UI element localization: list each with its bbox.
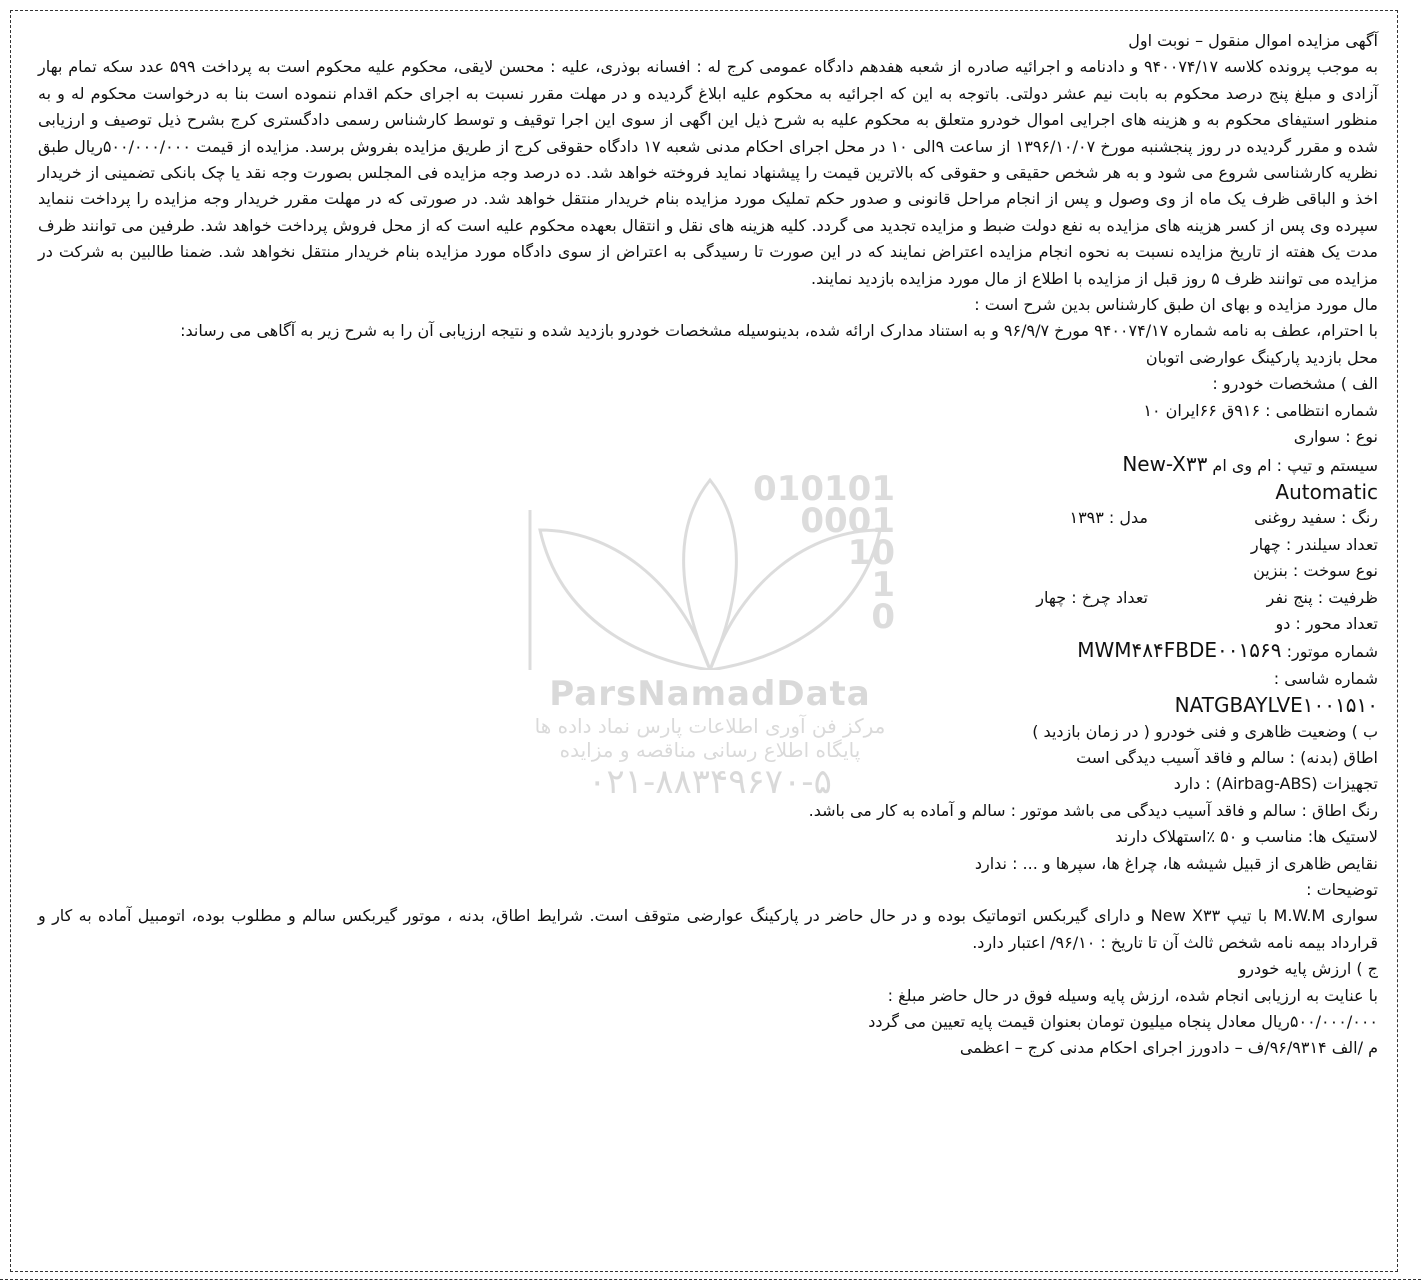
model: مدل : ۱۳۹۳	[1069, 508, 1148, 528]
equip-label: تجهیزات (	[1311, 774, 1378, 794]
notes-text: سواری M.W.M با تیپ New X۳۳ و دارای گیربکس اتوماتیک بوده و در حال حاضر در پارکینگ عوارضی متوقف است. شرایط اطاق، بدنه ، موتور گیربکس سالم و مطلوب بوده، اتومبیل آماده به کار و قرارداد بیمه نامه شخص ثالث آن تا تاریخ : ۹۶/۱۰/ اعتبار دارد.	[38, 906, 1379, 952]
vehicle-type: نوع : سواری	[1293, 427, 1378, 447]
capacity: ظرفیت : پنج نفر	[1266, 587, 1378, 607]
system-type	[38, 451, 1378, 479]
value-intro: با عنایت به ارزیابی انجام شده، ارزش پایه وسیله فوق در حال حاضر مبلغ :	[887, 985, 1378, 1005]
section-b-heading: ب ) وضعیت ظاهری و فنی خودرو ( در زمان بازدید )	[1032, 721, 1378, 741]
notice-intro: به موجب پرونده کلاسه ۹۴۰۰۷۴/۱۷ و دادنامه و اجرائیه صادره از شعبه هفدهم دادگاه عمومی کرج له : افسانه بوذری، علیه : محسن لایقی، محکوم علیه محکوم است به پرداخت ۵۹۹ عدد سکه تمام بهار آزادی و مبلغ پنج درصد محکوم به بابت نیم عشر دولتی. باتوجه به این که اجرائیه به محکوم علیه ابلاغ گردیده و در مهلت مقرر نسبت به اجرای حکم اقدام ننموده است بنا به درخواست محکوم له و به منظور استیفای محکوم به و هزینه های اجرایی اموال خودرو متعلق به محکوم علیه به شرح ذیل این اگهی از سوی این اجرا توقیف و توسط کارشناس رسمی دادگستری کرج بشرح ذیل توصیف و ارزیابی شده و مقرر گردیده در روز پنجشنبه مورخ ۱۳۹۶/۱۰/۰۷ از ساعت ۹الی ۱۰ در محل اجرای احکام مدنی شعبه ۱۷ دادگاه حقوقی کرج از طریق مزایده بفروش برسد. مزایده از قیمت ۵۰۰/۰۰۰/۰۰۰ریال طبق نظریه کارشناسی شروع می شود و به هر شخص حقیقی و حقوقی که بالاترین قیمت را پیشنهاد نماید فروخته خواهد شد. ده درصد وجه مزایده فی المجلس بصورت وجه نقد یا چک بانکی تضمینی از خریدار اخذ و الباقی ظرف یک ماه از وی وصول و پس از انجام مراحل قانونی و صدور حکم تملیک مورد مزایده بنام خریدار منتقل خواهد شد. در صورتی که در مهلت مقرر خریدار وجه مزایده را پرداخت ننماید سپرده وی پس از کسر هزینه های مزایده به نفع دولت ضبط و مزایده تجدید می گردد. کلیه هزینه های نقل و انتقال بعهده محکوم علیه است که از محل فروش پرداخت خواهد شد. طرفین می توانند ظرف مدت یک هفته از تاریخ مزایده نسبت به نحوه انجام مزایده اعتراض نمایند که در این صورت تا رسیدگی به اعتراض از سوی دادگاه مورد مزایده بنام خریدار منتقل نخواهد شد. ضمنا طالبین به شرکت در مزایده می توانند ظرف ۵ روز قبل از مزایده با اطلاع از مال مورد مزایده بازدید نمایند.	[38, 57, 1379, 288]
greeting: با احترام، عطف به نامه شماره ۹۴۰۰۷۴/۱۷ مورخ ۹۶/۹/۷ و به استناد مدارک ارائه شده، بدینوسیله مشخصات خودرو بازدید شده و نتیجه ارزیابی آن را به شرح زیر به آگاهی می رساند:	[180, 321, 1378, 341]
body-condition: اطاق (بدنه) : سالم و فاقد آسیب دیدگی است	[1076, 747, 1378, 767]
system-label: سیستم و تیپ : ام وی ام	[1207, 455, 1378, 475]
plate-number: شماره انتظامی : ۹۱۶ق ۶۶ایران ۱۰	[1143, 400, 1378, 420]
section-a-heading: الف ) مشخصات خودرو :	[1212, 374, 1378, 394]
capacity-wheels-row	[38, 585, 1378, 611]
engine-number	[38, 637, 1378, 665]
defects: نقایص ظاهری از قبیل شیشه ها، چراغ ها، سپرها و ... : ندارد	[974, 853, 1378, 873]
equip-value: Airbag-ABS	[1222, 774, 1312, 794]
wm-line-1: مرکز فن آوری اطلاعات پارس نماد داده ها	[534, 714, 886, 738]
signature: م /الف ۹۶/۹۳۱۴/ف – دادورز اجرای احکام مدنی کرج – اعظمی	[959, 1038, 1378, 1058]
notice-title: آگهی مزایده اموال منقول – نوبت اول	[1128, 31, 1378, 50]
wm-line-2: پایگاه اطلاع رسانی مناقصه و مزایده	[559, 738, 861, 762]
bottom-divider	[0, 1279, 1421, 1280]
wm-digits-4: 1	[871, 565, 895, 605]
subject-line: مال مورد مزایده و بهای ان طبق کارشناس بدین شرح است :	[974, 295, 1378, 315]
chassis-value: NATGBAYLVE۱۰۰۱۵۱۰	[1174, 693, 1378, 718]
equip-tail: ) : دارد	[1173, 774, 1223, 794]
value-text: ۵۰۰/۰۰۰/۰۰۰ریال معادل پنجاه میلیون تومان بعنوان قیمت پایه تعیین می گردد	[868, 1012, 1378, 1032]
wm-digits-3: 10	[847, 533, 895, 573]
transmission	[38, 479, 1378, 505]
wm-digits-5: 0	[871, 597, 895, 637]
equipment	[38, 771, 1378, 797]
notes-label: توضیحات :	[1306, 880, 1378, 899]
axles: تعداد محور : دو	[1275, 613, 1378, 633]
cylinders: تعداد سیلندر : چهار	[1250, 534, 1378, 554]
wm-brand: ParsNamadData	[549, 674, 871, 714]
wm-digits-1: 010101	[753, 470, 895, 509]
paint-engine: رنگ اطاق : سالم و فاقد آسیب دیدگی می باشد موتور : سالم و آماده به کار می باشد.	[808, 800, 1378, 820]
chassis-label: شماره شاسی :	[1273, 668, 1378, 688]
fuel-type: نوع سوخت : بنزین	[1253, 561, 1378, 581]
section-c-heading: ج ) ارزش پایه خودرو	[1238, 959, 1378, 979]
wm-phone: ۰۲۱-۸۸۳۴۹۶۷۰-۵	[588, 762, 832, 802]
notice-content	[38, 28, 1378, 1062]
transmission-value: Automatic	[1275, 479, 1378, 504]
tires: لاستیک ها: مناسب و ۵۰ ٪استهلاک دارند	[1115, 827, 1378, 847]
chassis-number	[38, 692, 1378, 718]
system-value: New-X۳۳	[1122, 451, 1208, 476]
engine-value: MWM۴۸۴FBDE۰۰۱۵۶۹	[1077, 638, 1282, 663]
wheels: تعداد چرخ : چهار	[1036, 587, 1148, 607]
wm-digits-2: 0001	[800, 501, 895, 541]
engine-label: شماره موتور:	[1286, 642, 1378, 662]
color: رنگ : سفید روغنی	[1254, 508, 1378, 528]
visit-location: محل بازدید پارکینگ عوارضی اتوبان	[1145, 347, 1378, 367]
color-model-row	[38, 505, 1378, 531]
